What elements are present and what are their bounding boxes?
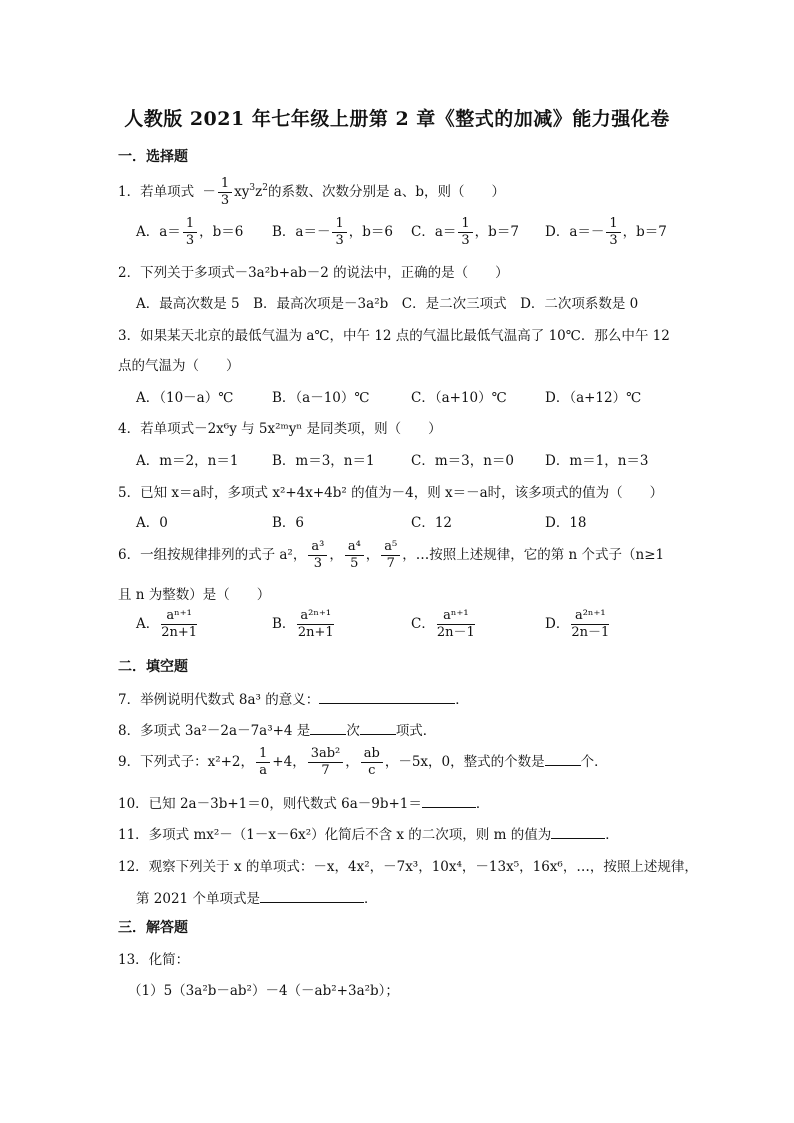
section-heading-answer: 三．解答题 <box>118 920 188 936</box>
question-number: 1． <box>118 184 141 200</box>
option-c[interactable]: C．12 <box>411 515 453 531</box>
option-d[interactable]: D．m＝1，n＝3 <box>545 453 649 469</box>
question-2-options[interactable]: A．最高次数是 5 B．最高次项是－3a²b C．是二次三项式 D．二次项系数是 0 <box>136 296 639 312</box>
question-13-part-1: （1）5（3a²b－ab²）－4（－ab²+3a²b）； <box>128 983 399 999</box>
question-13: 13．化简： <box>118 952 190 968</box>
question-12-line-1: 12．观察下列关于 x 的单项式：－x，4x²，－7x³，10x⁴，－13x⁵，16x⁶，…，按照上述规律， <box>118 859 698 875</box>
question-5: 5．已知 x＝a时，多项式 x²+4x+4b² 的值为－4，则 x＝－a时，该多项式的值为（ ） <box>118 485 664 501</box>
option-b[interactable]: B．a＝－ $\frac{1}{3}$ ，b＝6 <box>272 216 393 248</box>
option-c[interactable]: C． $\frac{\text{aⁿ⁺¹}}{2n-1}$ <box>411 608 475 640</box>
option-a[interactable]: A．m＝2，n＝1 <box>136 453 239 469</box>
option-d[interactable]: D．a＝－ $\frac{1}{3}$ ，b＝7 <box>545 216 667 248</box>
option-d[interactable]: D．18 <box>545 515 587 531</box>
answer-blank[interactable] <box>310 722 346 735</box>
option-d[interactable]: D．（a+12）℃ <box>545 390 642 406</box>
option-a[interactable]: A．0 <box>136 515 168 531</box>
question-3-line-2: 点的气温为（ ） <box>118 358 240 374</box>
section-heading-choice: 一．选择题 <box>118 149 188 165</box>
option-a[interactable]: A． $\frac{\text{aⁿ⁺¹}}{2n+1}$ <box>136 608 198 640</box>
option-b[interactable]: B．m＝3，n＝1 <box>272 453 375 469</box>
document-title: 人教版 2021 年七年级上册第 2 章《整式的加减》能力强化卷 <box>124 108 670 130</box>
answer-blank[interactable] <box>260 890 364 903</box>
answer-blank[interactable] <box>545 753 581 766</box>
answer-blank[interactable] <box>360 722 396 735</box>
option-c[interactable]: C．m＝3，n＝0 <box>411 453 515 469</box>
option-c[interactable]: C．（a+10）℃ <box>411 390 507 406</box>
answer-blank[interactable] <box>422 795 476 808</box>
option-b[interactable]: B．（a－10）℃ <box>272 390 370 406</box>
option-b[interactable]: B．6 <box>272 515 305 531</box>
question-6-line-1: 6．一组按规律排列的式子 a²， $\frac{\text{a³}}{3}$ ， $\frac{\text{a⁴}}{5}$ ， $\frac{\text{a⁵}}{7}$ ，…按照上述规律，它的第 n 个式子（n≥1 <box>118 539 665 571</box>
option-d[interactable]: D． $\frac{\text{a²ⁿ⁺¹}}{2n-1}$ <box>545 608 610 640</box>
question-7: 7．举例说明代数式 8a³ 的意义： ． <box>118 692 469 708</box>
question-1: 1．若单项式 － $\frac{1}{3}$ $xy^3z^2$的系数、次数分别是 a、b，则（ ） <box>118 176 505 208</box>
question-9: 9．下列式子：x²+2， $\frac{1}{a}$ +4， $\frac{\text{3ab²}}{7}$ ， $\frac{ab}{c}$ ，－5x，0，整式的个数是 个． <box>118 746 608 778</box>
question-text: 若单项式 <box>140 184 195 200</box>
option-b[interactable]: B． $\frac{\text{a²ⁿ⁺¹}}{2n+1}$ <box>272 608 334 640</box>
question-6-line-2: 且 n 为整数）是（ ） <box>118 587 271 603</box>
question-3-line-1: 3．如果某天北京的最低气温为 a℃，中午 12 点的气温比最低气温高了 10℃．那么中午 12 <box>118 328 670 344</box>
option-a[interactable]: A．（10－a）℃ <box>136 390 234 406</box>
answer-blank[interactable] <box>319 691 455 704</box>
question-11: 11．多项式 mx²－（1－x－6x²）化简后不含 x 的二次项，则 m 的值为 ． <box>118 827 619 843</box>
question-4: 4．若单项式－2x⁶y 与 5x²ᵐyⁿ 是同类项，则（ ） <box>118 421 442 437</box>
question-12-line-2: 第 2021 个单项式是 ． <box>136 891 378 907</box>
option-a[interactable]: A．a＝ $\frac{1}{3}$ ，b＝6 <box>136 216 244 248</box>
question-2: 2．下列关于多项式－3a²b+ab－2 的说法中，正确的是（ ） <box>118 265 509 281</box>
question-8: 8．多项式 3a²－2a－7a³+4 是 次 项式． <box>118 723 437 739</box>
section-heading-fill: 二．填空题 <box>118 659 188 675</box>
answer-blank[interactable] <box>551 826 605 839</box>
option-c[interactable]: C．a＝ $\frac{1}{3}$ ，b＝7 <box>411 216 519 248</box>
question-10: 10．已知 2a－3b+1＝0，则代数式 6a－9b+1＝ ． <box>118 796 490 812</box>
question-tail: 的系数、次数分别是 a、b，则（ ） <box>268 184 505 200</box>
